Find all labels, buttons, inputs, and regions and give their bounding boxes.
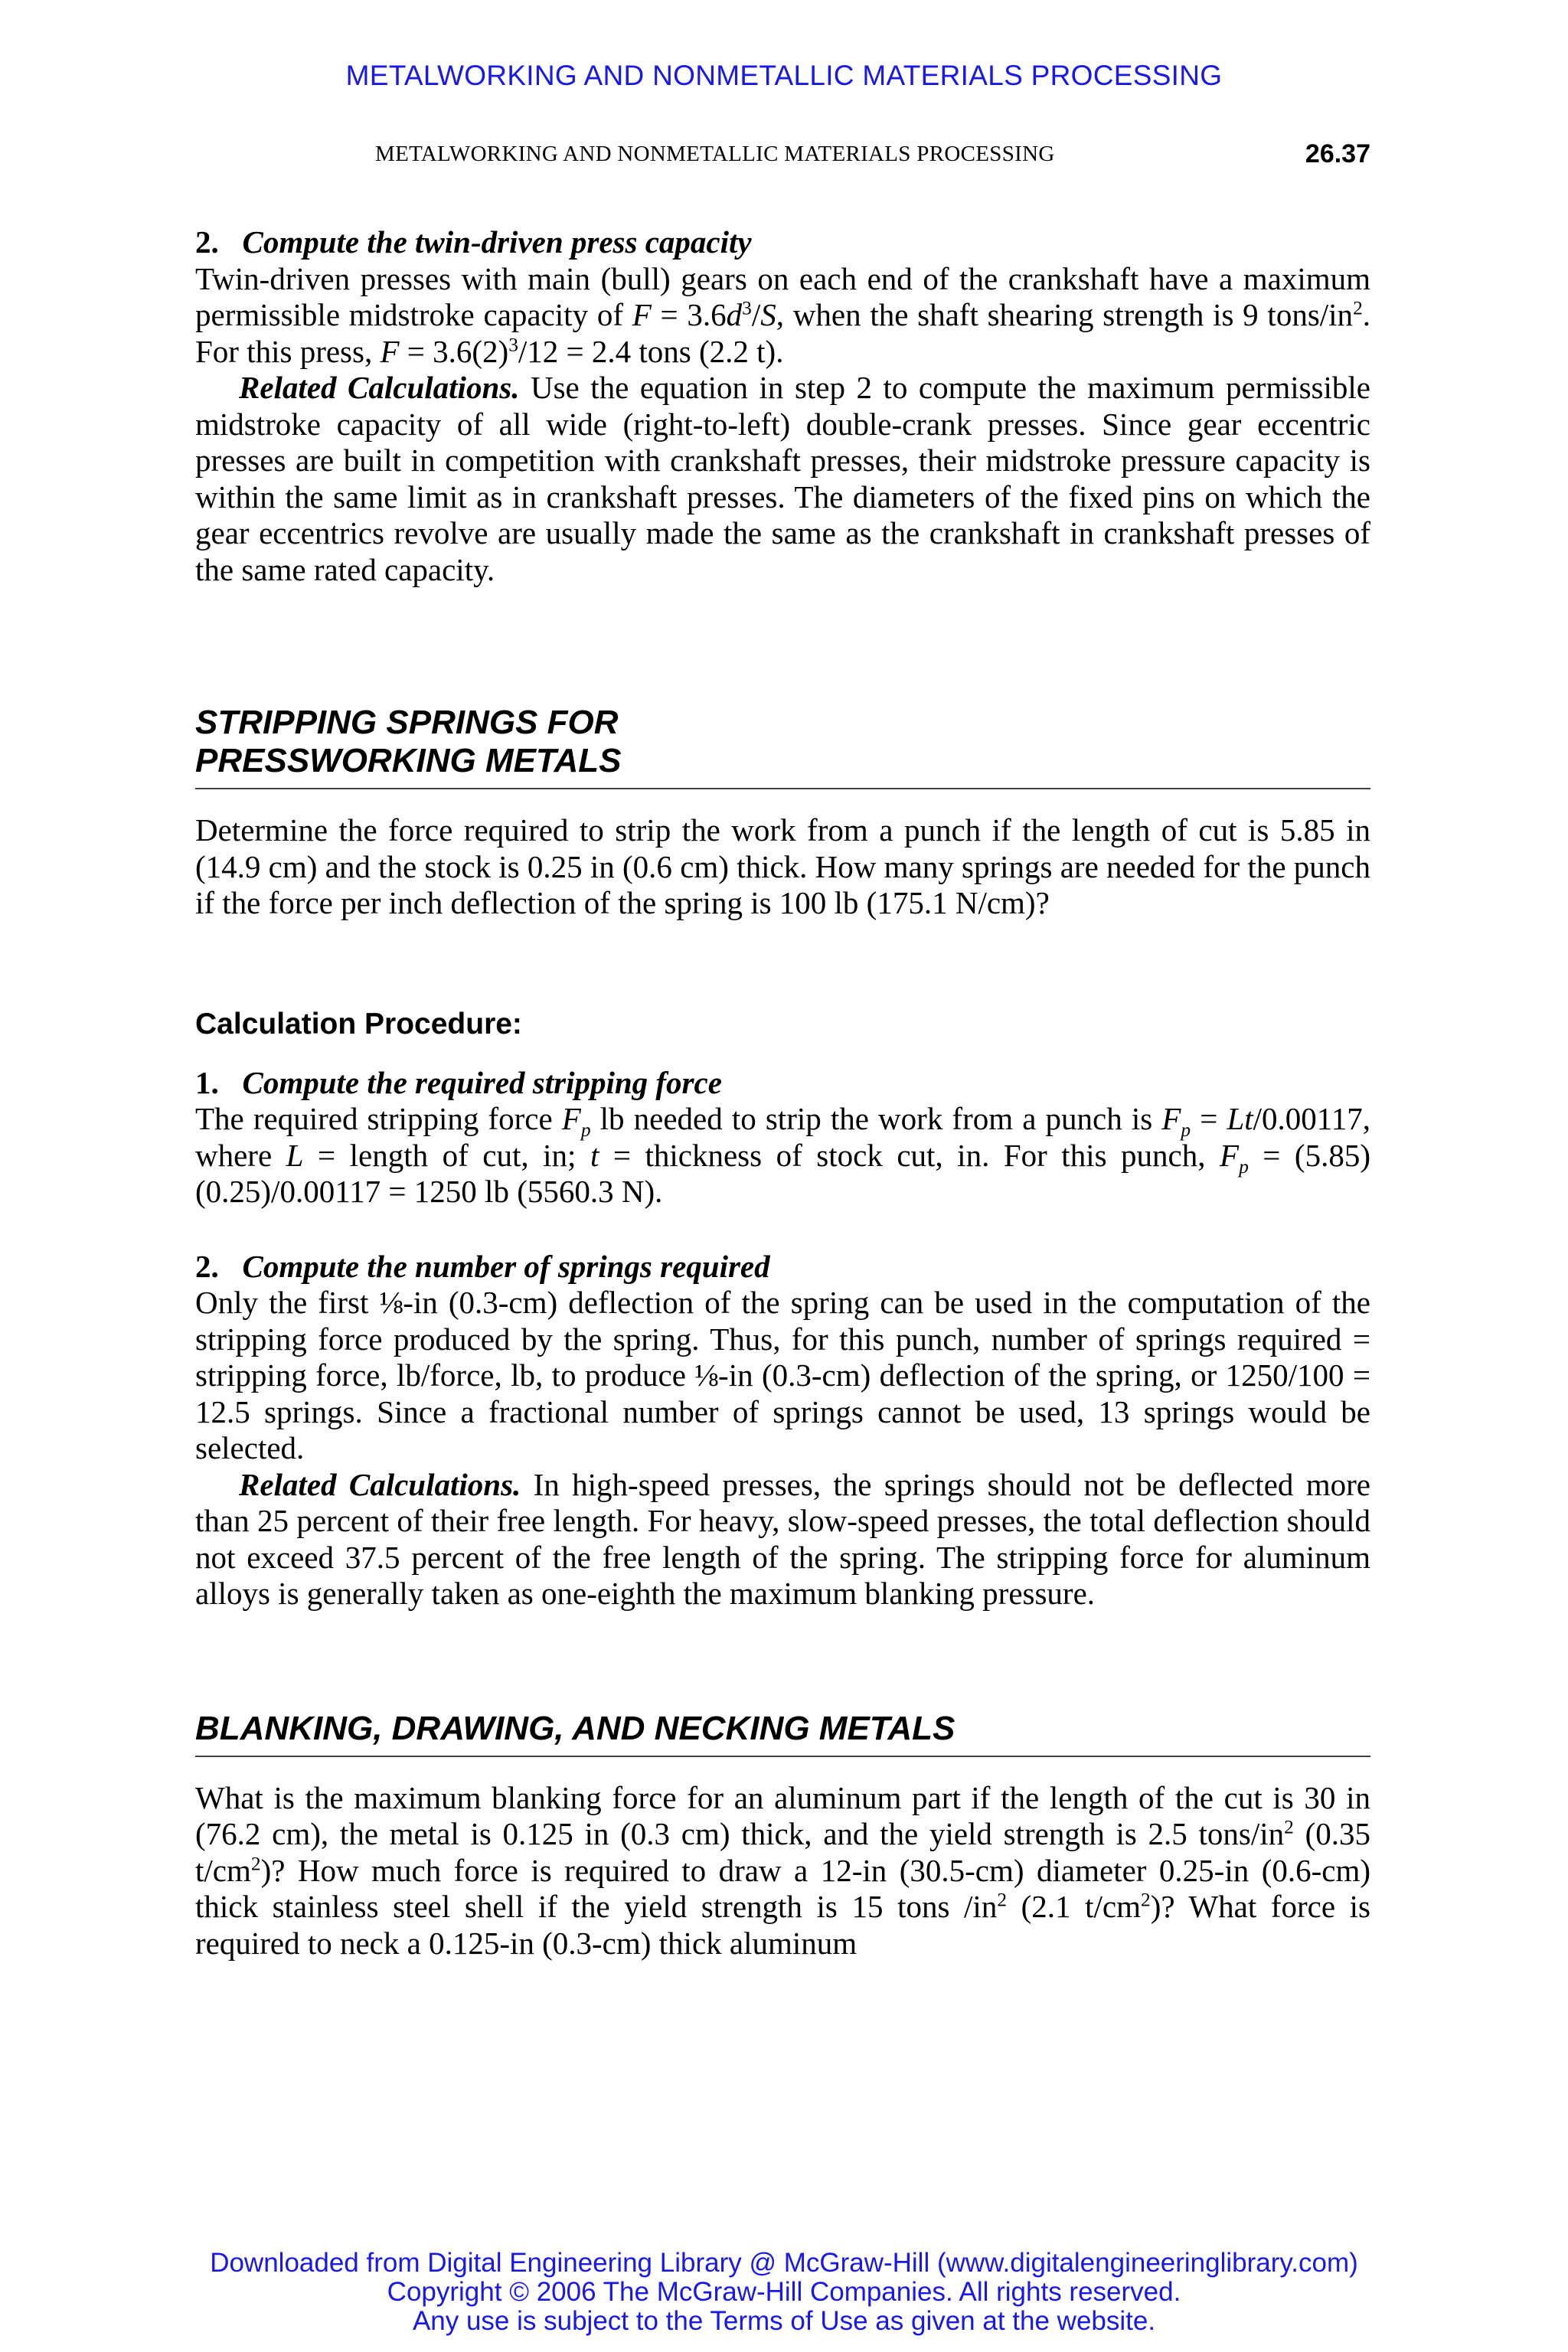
banner-title[interactable]: METALWORKING AND NONMETALLIC MATERIALS PROCESSING <box>345 60 1223 91</box>
page-content <box>195 224 1370 1962</box>
paragraph: Twin-driven presses with main (bull) gears on each end of the crankshaft have a maximum permissible midstroke capacity of $F = 3.6d^3/S$, when the shaft shearing strength is 9 tons/$in^2$. For this press, $F = 3.6(2)^3/12 = 2.4$ tons (2.2 t). <box>195 260 1371 369</box>
problem-statement: What is the maximum blanking force for an aluminum part if the length of the cut is 30 in (76.2 cm), the metal is 0.125 in (0.3 cm) thick, and the yield strength is 2.5 tons/$in^2$ (0.35 $t/cm^2$)? How much force is required to draw a 12-in (30.5-cm) diameter 0.25-in (0.6-cm) thick stainless steel shell if the yield strength is 15 tons $/in^2$ (2.1 $t/cm^2$)? What force is required to neck a 0.125-in (0.3-cm) thick aluminum <box>195 1779 1371 1961</box>
footer-copyright-link[interactable]: Copyright © 2006 The McGraw-Hill Companies. All rights reserved. <box>387 2277 1181 2307</box>
related-calculations: Related Calculations. In high-speed presses, the springs should not be deflected more than 25 percent of their free length. For heavy, slow-speed presses, the total deflection should not exceed 37.5 percent of the free length of the spring. The stripping force for aluminum alloys is generally taken as one-eighth the maximum blanking pressure. <box>195 1466 1370 1611</box>
step-heading <box>195 224 1370 261</box>
section-heading: BLANKING, DRAWING, AND NECKING METALS <box>195 1710 1370 1757</box>
step-number: 2. <box>195 1248 219 1284</box>
step-number: 2. <box>195 224 219 260</box>
step-title: Compute the required stripping force <box>242 1064 722 1100</box>
running-head-title: METALWORKING AND NONMETALLIC MATERIALS PROCESSING <box>375 142 1055 166</box>
footer <box>0 2249 1568 2336</box>
page-number: 26.37 <box>1305 139 1370 168</box>
step-number: 1. <box>195 1064 219 1100</box>
step-title: Compute the twin-driven press capacity <box>242 224 752 260</box>
paragraph: The required stripping force $F_p$ lb needed to strip the work from a punch is $F_p = Lt/0.00117$, where L = length of cut, in; t = thickness of stock cut, in. For this punch, $F_p = (5.85)(0.25)/0.00117 = 1250$ lb (5560.3 N). <box>195 1101 1371 1209</box>
step-heading <box>195 1065 1370 1102</box>
related-calculations: Related Calculations. Use the equation in step 2 to compute the maximum permissible midstroke capacity of all wide (right-to-left) double-crank presses. Since gear eccentric presses are built in competition with crankshaft presses, their midstroke pressure capacity is within the same limit as in crankshaft presses. The diameters of the fixed pins on which the gear eccentrics revolve are usually made the same as the crankshaft in crankshaft presses of the same rated capacity. <box>195 370 1370 587</box>
paragraph: Only the first ⅛-in (0.3-cm) deflection of the spring can be used in the computation of the stripping force produced by the spring. Thus, for this punch, number of springs required = stripping force, lb/force, lb, to produce ⅛-in (0.3-cm) deflection of the spring, or 1250/100 = 12.5 springs. Since a fractional number of springs cannot be used, 13 springs would be selected. <box>195 1285 1370 1465</box>
problem-statement: Determine the force required to strip the work from a punch if the length of cut is 5.85 in (14.9 cm) and the stock is 0.25 in (0.6 cm) thick. How many springs are needed for the punch if the force per inch deflection of the spring is 100 lb (175.1 N/cm)? <box>195 812 1370 920</box>
section-heading: STRIPPING SPRINGS FOR PRESSWORKING METALS <box>195 704 1370 789</box>
step-heading <box>195 1249 1370 1285</box>
related-calculations-label: Related Calculations. <box>239 1466 521 1502</box>
related-calculations-label: Related Calculations. <box>239 370 520 405</box>
calculation-procedure-heading: Calculation Procedure: <box>195 1007 522 1040</box>
footer-terms-link[interactable]: Any use is subject to the Terms of Use as given at the website. <box>412 2306 1156 2336</box>
step-title: Compute the number of springs required <box>242 1248 770 1284</box>
footer-download-link[interactable]: Downloaded from Digital Engineering Library @ McGraw-Hill (www.digitalengineeringlibrary.com) <box>210 2248 1358 2278</box>
